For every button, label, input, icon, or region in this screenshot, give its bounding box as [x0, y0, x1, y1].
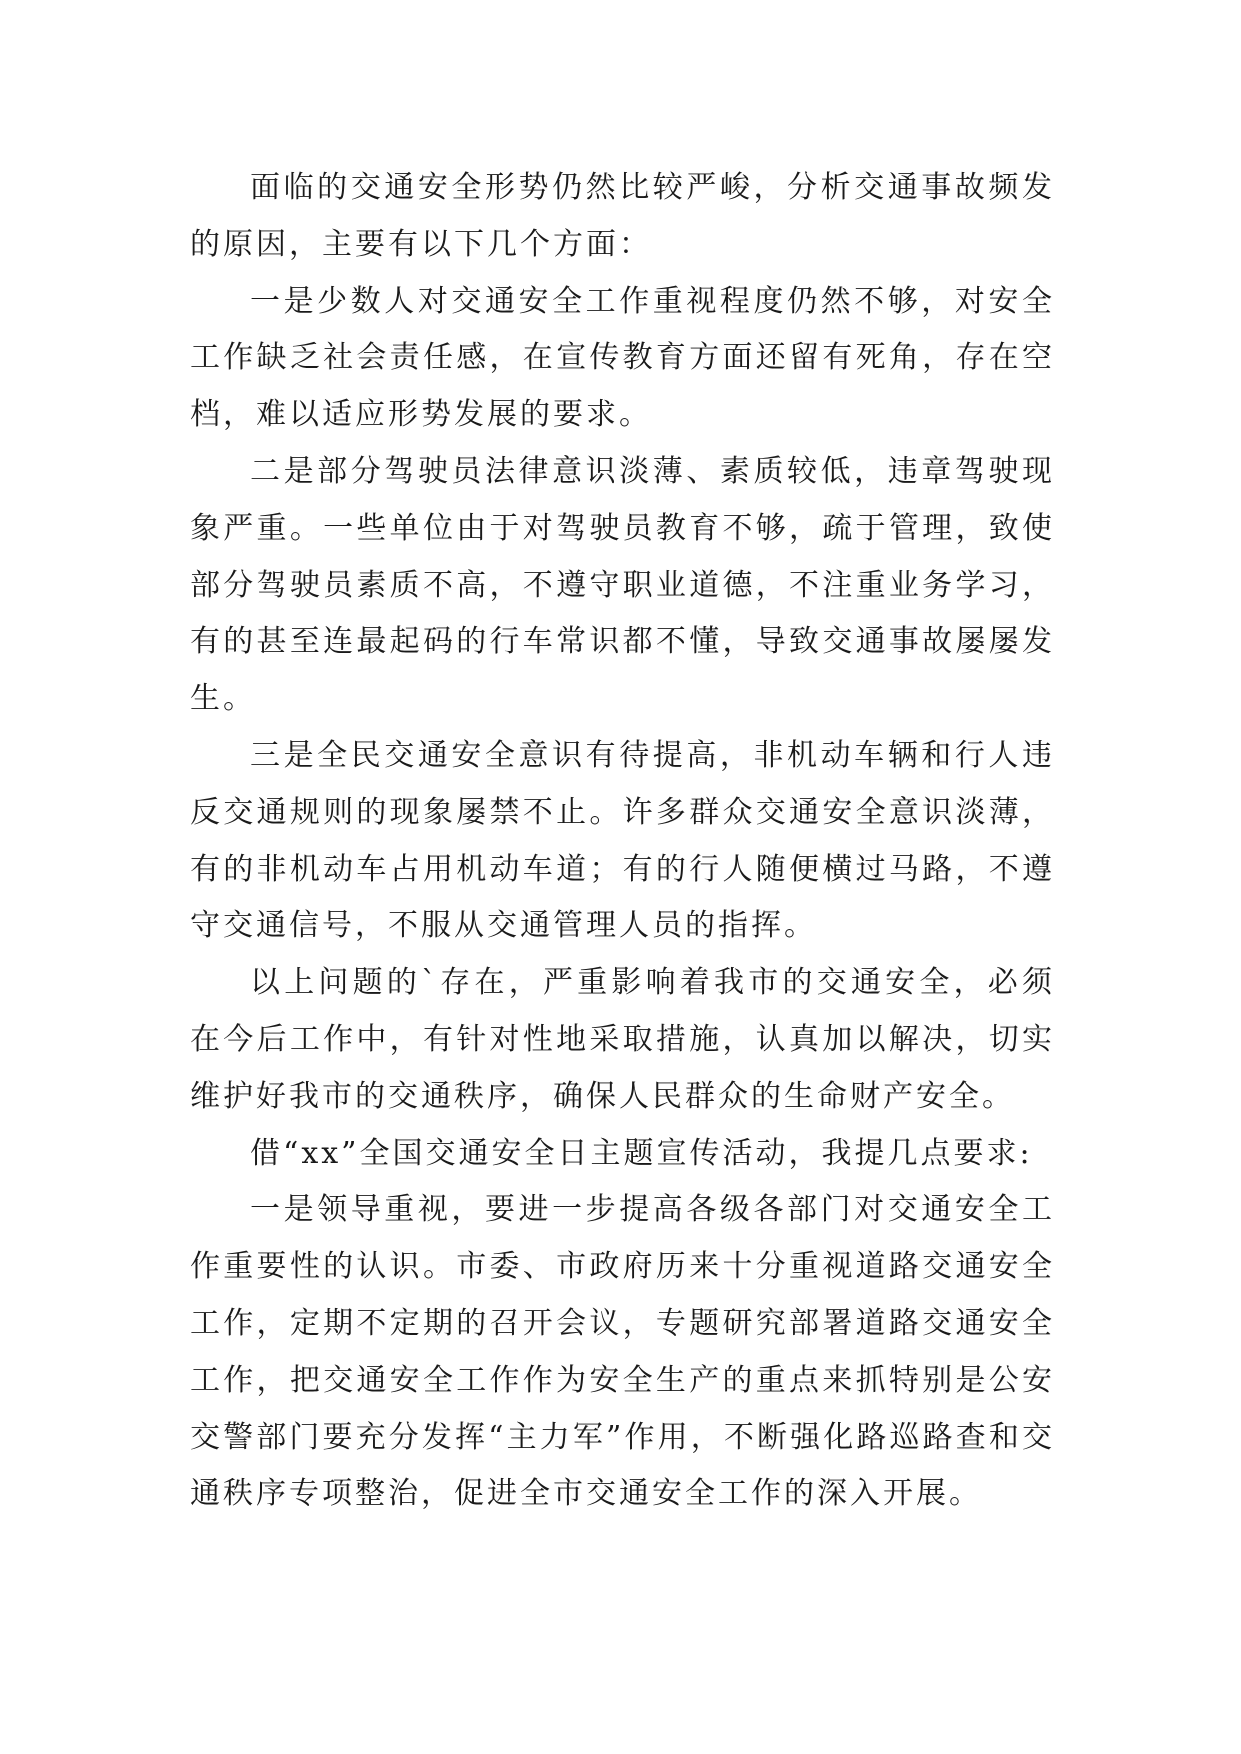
paragraph-requirement-one: 一是领导重视，要进一步提高各级各部门对交通安全工作重要性的认识。市委、市政府历来十分重视道路交通安全工作，定期不定期的召开会议，专题研究部署道路交通安全工作，把交通安全工作作为安全生产的重点来抓特别是公安交警部门要充分发挥“主力军”作用，不断强化路巡路查和交通秩序专项整治，促进全市交通安全工作的深入开展。 — [190, 1192, 1055, 1512]
paragraph-requirements-intro: 借“xx”全国交通安全日主题宣传活动，我提几点要求: — [250, 1135, 1033, 1171]
paragraph-point-one: 一是少数人对交通安全工作重视程度仍然不够，对安全工作缺乏社会责任感，在宣传教育方面还留有死角，存在空档，难以适应形势发展的要求。 — [190, 283, 1055, 433]
paragraph-situation: 面临的交通安全形势仍然比较严峻，分析交通事故频发的原因，主要有以下几个方面： — [190, 170, 1055, 262]
paragraph-point-three: 三是全民交通安全意识有待提高，非机动车辆和行人违反交通规则的现象屡禁不止。许多群众交通安全意识淡薄，有的非机动车占用机动车道；有的行人随便横过马路，不遵守交通信号，不服从交通管理人员的指挥。 — [190, 737, 1055, 944]
paragraph-point-two: 二是部分驾驶员法律意识淡薄、素质较低，违章驾驶现象严重。一些单位由于对驾驶员教育不够，疏于管理，致使部分驾驶员素质不高，不遵守职业道德，不注重业务学习，有的甚至连最起码的行车常识都不懂，导致交通事故屡屡发生。 — [190, 453, 1055, 717]
paragraph-summary: 以上问题的`存在，严重影响着我市的交通安全，必须在今后工作中，有针对性地采取措施，认真加以解决，切实维护好我市的交通秩序，确保人民群众的生命财产安全。 — [190, 965, 1055, 1114]
document-body — [190, 160, 1055, 1523]
